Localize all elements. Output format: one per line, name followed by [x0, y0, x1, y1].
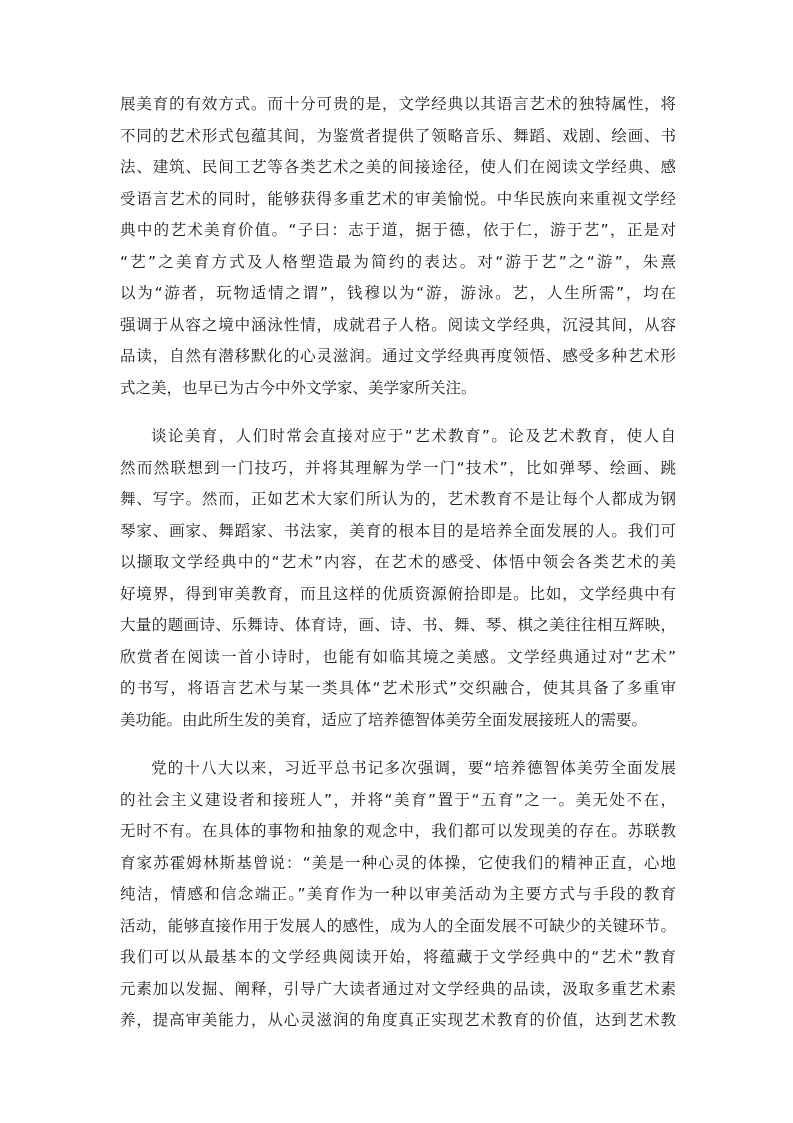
text-line: 活动，能够直接作用于发展人的感性，成为人的全面发展不可缺少的关键环节。: [120, 916, 676, 935]
text-line: 受语言艺术的同时，能够获得多重艺术的审美愉悦。中华民族向来重视文学经: [120, 189, 676, 208]
paragraph-spacer: [120, 404, 676, 421]
text-line: 品读，自然有潜移默化的心灵滋润。通过文学经典再度领悟、感受多种艺术形: [120, 347, 676, 365]
text-line: 纯洁，情感和信念端正。”美育作为一种以审美活动为主要方式与手段的教育: [120, 885, 676, 903]
text-line: 以撷取文学经典中的“艺术”内容，在艺术的感受、体悟中领会各类艺术的美: [120, 553, 676, 571]
text-line: 法、建筑、民间工艺等各类艺术之美的间接途径，使人们在阅读文学经典、感: [120, 158, 676, 176]
text-line: 展美育的有效方式。而十分可贵的是，文学经典以其语言艺术的独特属性，将: [120, 95, 676, 113]
text-line: 以为“游者，玩物适情之谓”，钱穆以为“游，游泳。艺，人生所需”，均在: [120, 284, 676, 302]
text-line: 好境界，得到审美教育，而且这样的优质资源俯拾即是。比如，文学经典中有: [120, 584, 676, 603]
text-line: 美功能。由此所生发的美育，适应了培养德智体美劳全面发展接班人的需要。: [120, 710, 648, 729]
text-line: 养，提高审美能力，从心灵滋润的角度真正实现艺术教育的价值，达到艺术教: [120, 1011, 676, 1029]
text-line: 元素加以发掘、阐释，引导广大读者通过对文学经典的品读，汲取多重艺术素: [120, 979, 676, 998]
text-line: 的社会主义建设者和接班人”，并将“美育”置于“五育”之一。美无处不在，: [120, 790, 676, 809]
text-line: 育家苏霍姆林斯基曾说：“美是一种心灵的体操，它使我们的精神正直，心地: [120, 853, 676, 872]
text-line: 大量的题画诗、乐舞诗、体育诗，画、诗、书、舞、琴、棋之美往往相互辉映，: [120, 616, 676, 634]
text-line: 无时不有。在具体的事物和抽象的观念中，我们都可以发现美的存在。苏联教: [120, 822, 676, 840]
paragraph-2: [120, 421, 676, 736]
text-line: 强调于从容之境中涵泳性情，成就君子人格。阅读文学经典，沉浸其间，从容: [120, 315, 676, 334]
text-line: 典中的艺术美育价值。“子曰：志于道，据于德，依于仁，游于艺”，正是对: [120, 221, 676, 239]
text-line: 我们可以从最基本的文学经典阅读开始，将蕴藏于文学经典中的“艺术”教育: [120, 948, 676, 966]
text-line: 式之美，也早已为古今中外文学家、美学家所关注。: [120, 378, 477, 397]
text-line: 舞、写字。然而，正如艺术大家们所认为的，艺术教育不是让每个人都成为钢: [120, 490, 676, 508]
text-line: “艺”之美育方式及人格塑造最为简约的表达。对“游于艺”之“游”，朱熹: [120, 252, 676, 271]
text-line: 谈论美育，人们时常会直接对应于“艺术教育”。论及艺术教育，使人自: [151, 427, 676, 445]
text-line: 不同的艺术形式包蕴其间，为鉴赏者提供了领略音乐、舞蹈、戏剧、绘画、书: [120, 126, 676, 145]
text-line: 欣赏者在阅读一首小诗时，也能有如临其境之美感。文学经典通过对“艺术”: [120, 647, 676, 666]
text-line: 的书写，将语言艺术与某一类具体“艺术形式”交织融合，使其具备了多重审: [120, 679, 676, 697]
paragraph-spacer: [120, 736, 676, 753]
paragraph-1: [120, 89, 676, 404]
text-line: 然而然联想到一门技巧，并将其理解为学一门“技术”，比如弹琴、绘画、跳: [120, 458, 676, 477]
paragraph-3: [120, 753, 676, 1037]
article-body: [120, 89, 676, 1037]
text-line: 琴家、画家、舞蹈家、书法家，美育的根本目的是培养全面发展的人。我们可: [120, 521, 676, 540]
text-line: 党的十八大以来，习近平总书记多次强调，要“培养德智体美劳全面发展: [151, 759, 676, 777]
